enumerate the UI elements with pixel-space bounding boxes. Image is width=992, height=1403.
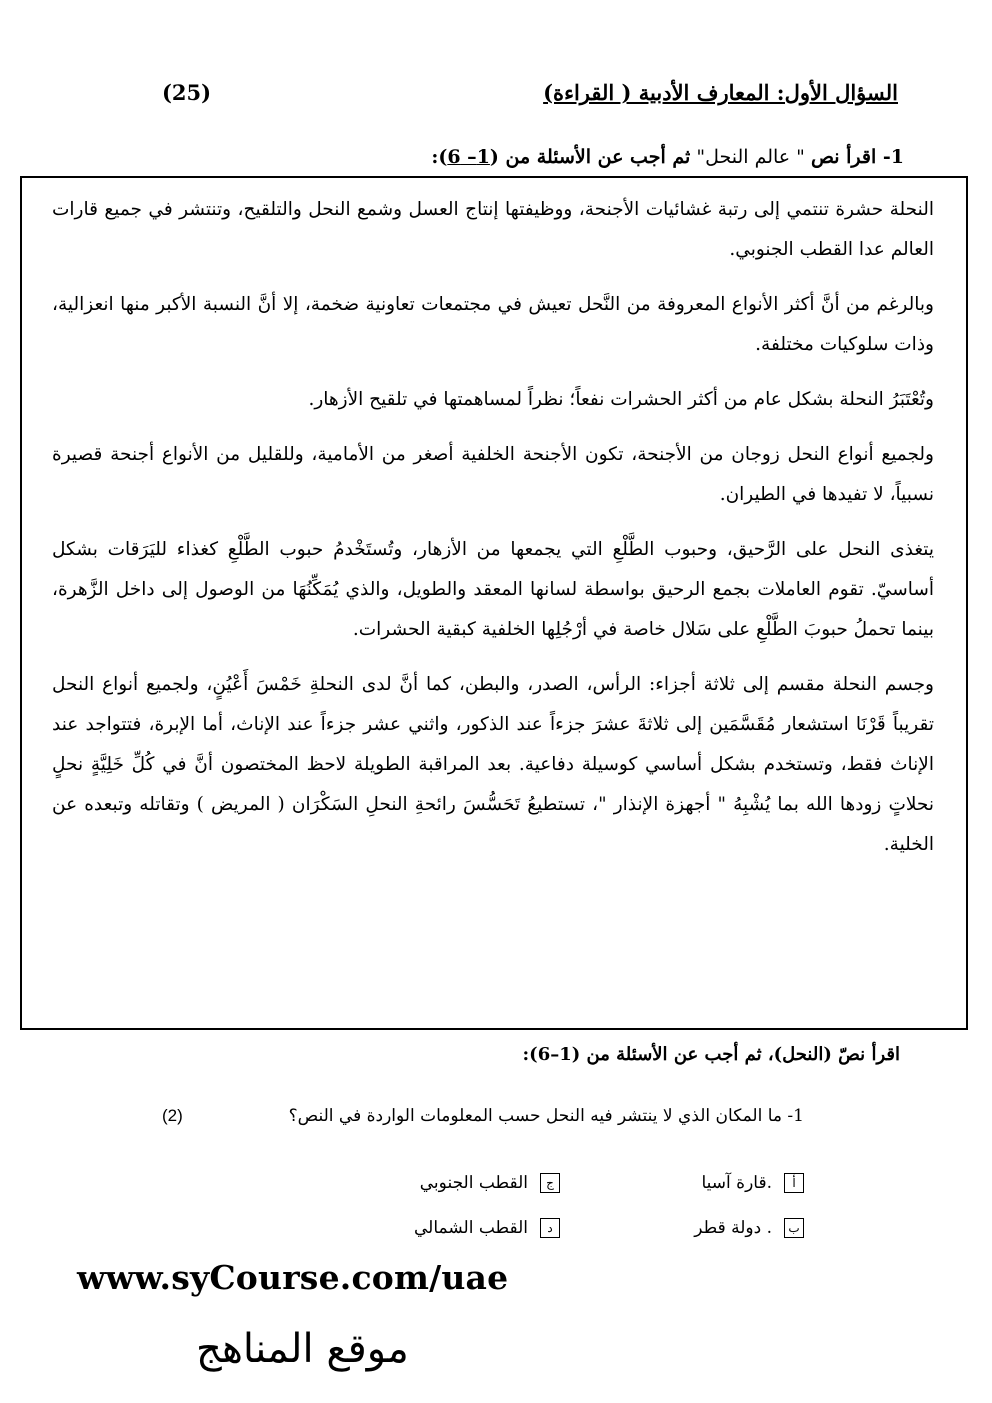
passage-paragraph: وبالرغم من أنَّ أكثر الأنواع المعروفة من النَّحل تعيش في مجتمعات تعاونية ضخمة، إلا أنَّ النسبة الأكبر منها انعزالية، وذات سلوكيات مختلفة.: [52, 294, 934, 355]
instruction-range: 1– 6: [447, 146, 490, 168]
passage-box: [20, 176, 968, 1030]
passage-paragraph: ولجميع أنواع النحل زوجان من الأجنحة، تكون الأجنحة الخلفية أصغر من الأمامية، وللقليل من الأنواع أجنحة قصيرة نسبياً، لا تفيدها في الطيران.: [52, 444, 934, 505]
option-c-checkbox[interactable]: ج: [540, 1173, 560, 1193]
reading-instruction: [431, 146, 904, 168]
instruction-suffix: ):: [431, 146, 448, 168]
option-d[interactable]: [414, 1218, 560, 1238]
option-d-label: القطب الشمالي: [414, 1218, 528, 1238]
sub-instruction: اقرأ نصّ (النحل)، ثم أجب عن الأسئلة من (1–6):: [522, 1044, 900, 1065]
option-a-checkbox[interactable]: أ: [784, 1173, 804, 1193]
option-d-checkbox[interactable]: د: [540, 1218, 560, 1238]
passage-paragraph: يتغذى النحل على الرَّحيق، وحبوب الطَّلْعِ التي يجمعها من الأزهار، وتُستَخْدمُ حبوب الطَّلْعِ كغذاء لليَرَقات بشكل أساسيّ. تقوم العاملات بجمع الرحيق بواسطة لسانها المعقد والطويل، والذي يُمَكِّنُهَا من الوصول إلى داخل الزَّهرة، بينما تحملُ حبوبَ الطَّلْعِ على سَلال خاصة في أرْجُلِها الخلفية كبقية الحشرات.: [52, 539, 934, 640]
option-a[interactable]: [701, 1173, 804, 1193]
passage-paragraph: وتُعْتَبَرُ النحلة بشكل عام من أكثر الحشرات نفعاً؛ نظراً لمساهمتها في تلقيح الأزهار.: [308, 389, 934, 410]
instruction-middle: ثم أجب عن الأسئلة من (: [489, 146, 691, 168]
passage-paragraph: وجسم النحلة مقسم إلى ثلاثة أجزاء: الرأس، الصدر، والبطن، كما أنَّ لدى النحلةِ خَمْسَ أَعْيُنٍ، ولجميع أنواع النحل تقريباً قَرْنَا استشعار مُقَسَّمَين إلى ثلاثةَ عشرَ جزءاً عند الذكور، واثني عشر جزءاً عند الإناث، أما الإبرة، فتتواجد عند الإناث فقط، وتستخدم بشكل أساسي كوسيلة دفاعية. بعد المراقبة الطويلة لاحظ المختصون أنَّ في كُلِّ خَلِيَّةٍ نحلٍ نحلاتٍ زودها الله بما يُشْبِهُ " أجهزة الإنذار "، تستطيعُ تَحَسُّسَ رائحةِ النحلِ السَكْرَان ( المريض ) وتقاتله وتبعده عن الخلية.: [52, 674, 934, 855]
watermark-url: www.syCourse.com/uae: [77, 1258, 509, 1297]
option-c[interactable]: [420, 1173, 560, 1193]
instruction-text-title: " عالم النحل": [690, 146, 811, 168]
passage-paragraph: النحلة حشرة تنتمي إلى رتبة غشائيات الأجنحة، ووظيفتها إنتاج العسل وشمع النحل والتلقيح، وتنتشر في جميع قارات العالم عدا القطب الجنوبي.: [52, 199, 934, 260]
option-b-checkbox[interactable]: ب: [784, 1218, 804, 1238]
question-1-text: 1- ما المكان الذي لا ينتشر فيه النحل حسب المعلومات الواردة في النص؟: [288, 1106, 804, 1126]
section-title: السؤال الأول: المعارف الأدبية ( القراءة): [543, 80, 898, 105]
option-c-label: القطب الجنوبي: [419, 1173, 528, 1193]
watermark-site-name: موقع المناهج: [196, 1326, 409, 1372]
option-a-label: قارة آسيا.: [701, 1173, 772, 1193]
section-score: (25): [162, 80, 212, 105]
question-1-points: (2): [162, 1106, 183, 1125]
option-b-label: دولة قطر .: [694, 1218, 772, 1238]
instruction-prefix: 1- اقرأ نص: [810, 146, 904, 168]
option-b[interactable]: [694, 1218, 804, 1238]
